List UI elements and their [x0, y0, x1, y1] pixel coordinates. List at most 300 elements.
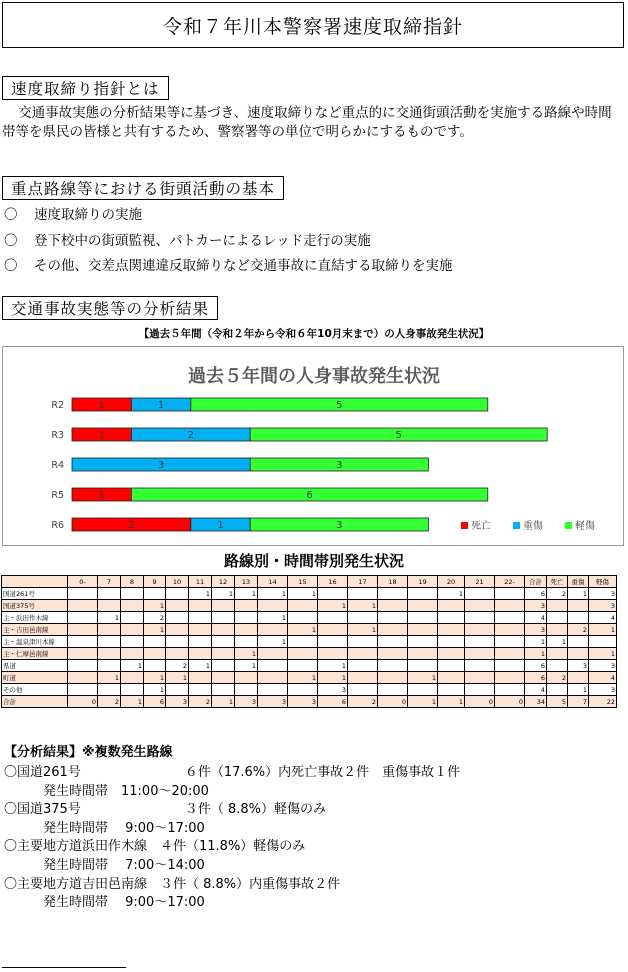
- table-cell: 15: [288, 576, 318, 588]
- table-cell: 1: [438, 696, 465, 708]
- table-cell: 1: [144, 684, 166, 696]
- table-row: [2, 684, 617, 696]
- analysis-time-line: 発生時間帯 7:00〜14:00: [4, 858, 205, 873]
- analysis-route-line: 〇主要地方道吉田邑南線 ３件（ 8.8%）内重傷事故２件: [4, 876, 341, 892]
- table-cell: [121, 612, 144, 624]
- table-cell: [166, 636, 189, 648]
- table-cell: [495, 684, 525, 696]
- table-cell: [495, 660, 525, 672]
- table-cell: 18: [378, 576, 408, 588]
- table-cell: [495, 588, 525, 600]
- chart-title: 過去５年間の人身事故発生状況: [188, 366, 440, 387]
- table-cell: 1: [235, 648, 258, 660]
- table-cell: 3: [318, 684, 348, 696]
- table-cell: [258, 648, 288, 660]
- table-row: [2, 660, 617, 672]
- chart-data-label: 2: [128, 520, 135, 531]
- chart-category-label: R6: [51, 520, 64, 531]
- table-cell: [378, 588, 408, 600]
- table-cell: 12: [212, 576, 235, 588]
- table-cell: [408, 648, 438, 660]
- table-cell: 3: [525, 600, 547, 612]
- table-cell: [288, 648, 318, 660]
- table-cell: [465, 600, 495, 612]
- table-cell: 22-: [495, 576, 525, 588]
- table-cell: 1: [408, 696, 438, 708]
- table-cell: 0: [378, 696, 408, 708]
- table-cell: [235, 612, 258, 624]
- table-cell: [465, 636, 495, 648]
- table-cell: 7: [568, 696, 589, 708]
- table-row: [2, 600, 617, 612]
- route-time-table: [1, 575, 617, 708]
- table-cell: [348, 660, 378, 672]
- table-row-label: 主・浜田作木線: [2, 612, 68, 624]
- section-heading-analysis: 交通事故実態等の分析結果: [2, 296, 218, 320]
- table-cell: [212, 636, 235, 648]
- table-cell: [288, 600, 318, 612]
- table-cell: 1: [212, 588, 235, 600]
- circle-bullet-icon: 〇: [4, 207, 18, 223]
- analysis-time-line: 発生時間帯 9:00〜17:00: [4, 820, 205, 836]
- table-cell: [68, 612, 98, 624]
- table-cell: [288, 612, 318, 624]
- table-cell: [166, 612, 189, 624]
- table-cell: [438, 612, 465, 624]
- table-row: [2, 648, 617, 660]
- table-cell: [189, 648, 212, 660]
- table-cell: [438, 600, 465, 612]
- table-cell: [189, 672, 212, 684]
- table-cell: 22: [589, 696, 617, 708]
- chart-data-label: 2: [187, 430, 194, 441]
- table-cell: 6: [318, 696, 348, 708]
- table-cell: [166, 684, 189, 696]
- table-cell: [68, 648, 98, 660]
- table-cell: [189, 600, 212, 612]
- table-cell: 1: [525, 648, 547, 660]
- table-cell: [68, 588, 98, 600]
- table-row: [2, 588, 617, 600]
- legend-label: 死亡: [471, 521, 491, 532]
- table-cell: [166, 648, 189, 660]
- table-cell: [348, 588, 378, 600]
- table-cell: 1: [258, 636, 288, 648]
- table-row-label: [2, 576, 68, 588]
- table-cell: [235, 624, 258, 636]
- table-cell: [547, 648, 568, 660]
- table-cell: [568, 612, 589, 624]
- table-cell: [258, 684, 288, 696]
- table-cell: [378, 684, 408, 696]
- table-cell: 3: [589, 684, 617, 696]
- table-cell: 11: [189, 576, 212, 588]
- table-cell: [408, 660, 438, 672]
- table-cell: [212, 624, 235, 636]
- table-cell: [408, 624, 438, 636]
- table-cell: 死亡: [547, 576, 568, 588]
- table-cell: [68, 684, 98, 696]
- table-cell: 3: [568, 660, 589, 672]
- table-cell: 4: [589, 672, 617, 684]
- table-row-label: その他: [2, 684, 68, 696]
- table-cell: [568, 672, 589, 684]
- analysis-route-line: 〇国道261号 ６件（17.6%）内死亡事故２件 重傷事故１件: [4, 765, 461, 780]
- table-cell: [495, 672, 525, 684]
- table-cell: 4: [525, 612, 547, 624]
- table-row-label: 国道261号: [2, 588, 68, 600]
- page-title: 令和７年川本警察署速度取締指針: [2, 2, 624, 48]
- table-cell: [438, 648, 465, 660]
- table-cell: [98, 624, 121, 636]
- table-cell: [212, 684, 235, 696]
- table-total-row: [2, 696, 617, 708]
- table-cell: [568, 600, 589, 612]
- table-row-label: 県道: [2, 660, 68, 672]
- legend-swatch: [565, 522, 572, 529]
- table-cell: [235, 600, 258, 612]
- table-cell: [189, 624, 212, 636]
- table-cell: [438, 624, 465, 636]
- chart-data-label: 1: [98, 490, 105, 501]
- table-cell: [547, 600, 568, 612]
- table-cell: 3: [525, 624, 547, 636]
- table-cell: 13: [235, 576, 258, 588]
- table-cell: [495, 600, 525, 612]
- chart-data-label: 5: [395, 430, 402, 441]
- table-cell: [235, 672, 258, 684]
- table-cell: 6: [525, 588, 547, 600]
- table-cell: [144, 588, 166, 600]
- table-cell: 0: [68, 696, 98, 708]
- table-cell: 3: [235, 696, 258, 708]
- table-cell: [438, 660, 465, 672]
- table-cell: [235, 684, 258, 696]
- table-cell: 16: [318, 576, 348, 588]
- legend-swatch: [461, 522, 468, 529]
- table-cell: [189, 636, 212, 648]
- table-cell: [495, 624, 525, 636]
- table-cell: 1: [98, 612, 121, 624]
- table-cell: 4: [589, 612, 617, 624]
- table-cell: [465, 612, 495, 624]
- table-title: 路線別・時間帯別発生状況: [223, 552, 404, 570]
- table-cell: 1: [318, 660, 348, 672]
- table-cell: 1: [212, 696, 235, 708]
- table-cell: 8: [121, 576, 144, 588]
- table-cell: [121, 600, 144, 612]
- table-cell: 3: [288, 696, 318, 708]
- table-row: [2, 612, 617, 624]
- table-cell: [68, 636, 98, 648]
- table-cell: [212, 648, 235, 660]
- table-cell: 1: [189, 660, 212, 672]
- table-cell: 合計: [525, 576, 547, 588]
- table-row-label: 主・温泉津川本線: [2, 636, 68, 648]
- table-cell: [465, 684, 495, 696]
- table-cell: [98, 636, 121, 648]
- table-cell: [495, 636, 525, 648]
- table-row-label: 合計: [2, 696, 68, 708]
- table-cell: [568, 636, 589, 648]
- table-cell: [98, 648, 121, 660]
- table-cell: [68, 672, 98, 684]
- chart-data-label: 1: [98, 430, 105, 441]
- table-cell: [258, 672, 288, 684]
- table-cell: [348, 672, 378, 684]
- table-cell: [144, 648, 166, 660]
- chart-caption: 【過去５年間（令和２年から令和６年10月末まで）の人身事故発生状況】: [138, 328, 490, 340]
- table-row: [2, 624, 617, 636]
- chart-data-label: 1: [98, 400, 105, 411]
- table-cell: [348, 612, 378, 624]
- table-cell: 21: [465, 576, 495, 588]
- chart-data-label: 5: [336, 400, 343, 411]
- table-cell: [144, 660, 166, 672]
- table-cell: [438, 684, 465, 696]
- chart-data-label: 3: [157, 460, 165, 471]
- table-cell: 0: [465, 696, 495, 708]
- table-cell: 1: [98, 672, 121, 684]
- footnote-divider: [2, 967, 126, 968]
- chart-category-label: R2: [51, 400, 64, 411]
- table-cell: [212, 612, 235, 624]
- table-cell: 1: [235, 660, 258, 672]
- table-cell: [465, 648, 495, 660]
- table-cell: [465, 672, 495, 684]
- analysis-route-line: 〇国道375号 ３件（ 8.8%）軽傷のみ: [4, 802, 326, 818]
- table-cell: 3: [589, 600, 617, 612]
- table-cell: [121, 636, 144, 648]
- table-cell: 1: [235, 588, 258, 600]
- table-cell: 1: [288, 672, 318, 684]
- table-cell: [378, 612, 408, 624]
- table-cell: [258, 624, 288, 636]
- table-cell: [258, 660, 288, 672]
- chart-category-label: R5: [51, 490, 64, 501]
- table-cell: [98, 600, 121, 612]
- table-cell: 1: [408, 672, 438, 684]
- table-cell: 1: [568, 588, 589, 600]
- table-cell: [212, 600, 235, 612]
- table-cell: [318, 588, 348, 600]
- table-header-row: [2, 576, 617, 588]
- legend-label: 重傷: [523, 521, 543, 532]
- table-cell: [438, 672, 465, 684]
- analysis-heading: 【分析結果】※複数発生路線: [4, 745, 173, 760]
- table-cell: 2: [348, 696, 378, 708]
- table-cell: 1: [144, 624, 166, 636]
- table-row-label: 国道375号: [2, 600, 68, 612]
- table-cell: [121, 624, 144, 636]
- chart-data-label: 1: [217, 520, 224, 531]
- chart-data-label: 3: [336, 520, 343, 531]
- table-cell: 軽傷: [589, 576, 617, 588]
- table-cell: 3: [589, 588, 617, 600]
- table-cell: [144, 636, 166, 648]
- table-cell: 1: [318, 600, 348, 612]
- table-cell: 1: [121, 660, 144, 672]
- analysis-route-line: 〇主要地方道浜田作木線 ４件（11.8%）軽傷のみ: [4, 839, 306, 855]
- table-cell: 20: [438, 576, 465, 588]
- table-cell: 1: [258, 588, 288, 600]
- table-cell: [495, 612, 525, 624]
- table-cell: 10: [166, 576, 189, 588]
- table-cell: 17: [348, 576, 378, 588]
- table-cell: [318, 648, 348, 660]
- circle-bullet-icon: 〇: [4, 258, 18, 274]
- table-cell: [318, 612, 348, 624]
- table-cell: [408, 636, 438, 648]
- table-cell: [121, 672, 144, 684]
- table-cell: [378, 624, 408, 636]
- table-cell: [547, 684, 568, 696]
- table-cell: 0: [495, 696, 525, 708]
- table-cell: [568, 648, 589, 660]
- table-cell: [408, 588, 438, 600]
- table-cell: [288, 660, 318, 672]
- table-row: [2, 636, 617, 648]
- table-cell: 1: [166, 672, 189, 684]
- table-cell: 1: [589, 648, 617, 660]
- table-cell: 7: [98, 576, 121, 588]
- table-cell: [348, 636, 378, 648]
- table-cell: 3: [589, 660, 617, 672]
- table-cell: 2: [98, 696, 121, 708]
- table-cell: 1: [189, 588, 212, 600]
- table-cell: [121, 588, 144, 600]
- table-cell: 1: [589, 624, 617, 636]
- table-cell: [318, 636, 348, 648]
- table-cell: [348, 684, 378, 696]
- table-cell: 1: [121, 696, 144, 708]
- table-cell: 6: [525, 672, 547, 684]
- table-cell: [166, 600, 189, 612]
- table-cell: 6: [144, 696, 166, 708]
- table-cell: [378, 600, 408, 612]
- table-cell: [235, 636, 258, 648]
- basics-item-1: 〇 速度取締りの実施: [4, 207, 142, 223]
- basics-item-3: 〇 その他、交差点関連違反取締りなど交通事故に直結する取締りを実施: [4, 258, 453, 274]
- table-cell: [408, 600, 438, 612]
- table-cell: 1: [525, 636, 547, 648]
- table-cell: 1: [438, 588, 465, 600]
- table-cell: 1: [348, 624, 378, 636]
- circle-bullet-icon: 〇: [4, 233, 18, 249]
- table-cell: [465, 660, 495, 672]
- table-cell: 1: [547, 636, 568, 648]
- table-cell: 1: [568, 684, 589, 696]
- section-heading-basics: 重点路線等における街頭活動の基本: [2, 176, 284, 200]
- table-cell: [166, 624, 189, 636]
- table-cell: 2: [568, 624, 589, 636]
- table-cell: [408, 612, 438, 624]
- table-cell: [288, 684, 318, 696]
- section-heading-about: 速度取締り指針とは: [2, 76, 169, 100]
- table-row-label: 町道: [2, 672, 68, 684]
- chart-data-label: 1: [157, 400, 165, 411]
- table-cell: 3: [258, 696, 288, 708]
- table-cell: [547, 612, 568, 624]
- table-cell: 6: [525, 660, 547, 672]
- table-cell: 1: [258, 612, 288, 624]
- table-cell: [378, 636, 408, 648]
- table-cell: [68, 624, 98, 636]
- table-cell: [438, 636, 465, 648]
- table-cell: [98, 588, 121, 600]
- table-cell: 2: [189, 696, 212, 708]
- table-cell: [495, 648, 525, 660]
- table-cell: 3: [166, 696, 189, 708]
- table-cell: [98, 684, 121, 696]
- table-cell: [547, 624, 568, 636]
- analysis-time-line: 発生時間帯 11:00〜20:00: [4, 783, 209, 799]
- table-cell: [378, 660, 408, 672]
- table-cell: 5: [547, 696, 568, 708]
- basics-item-2: 〇 登下校中の街頭監視、パトカーによるレッド走行の実施: [4, 233, 371, 249]
- table-cell: 4: [525, 684, 547, 696]
- table-row-label: 主・吉田邑南線: [2, 624, 68, 636]
- table-cell: 0-: [68, 576, 98, 588]
- table-cell: 9: [144, 576, 166, 588]
- table-cell: [547, 660, 568, 672]
- table-cell: [121, 648, 144, 660]
- table-cell: [189, 684, 212, 696]
- chart-data-label: 3: [336, 460, 343, 471]
- table-cell: [348, 648, 378, 660]
- table-cell: [378, 672, 408, 684]
- table-cell: [189, 612, 212, 624]
- table-cell: [98, 660, 121, 672]
- table-cell: [212, 660, 235, 672]
- table-cell: 1: [144, 672, 166, 684]
- legend-swatch: [513, 522, 520, 529]
- chart-category-label: R4: [51, 460, 64, 471]
- chart-category-label: R3: [51, 430, 64, 441]
- legend-label: 軽傷: [575, 521, 595, 532]
- table-cell: 1: [288, 588, 318, 600]
- table-cell: 2: [547, 672, 568, 684]
- table-cell: [288, 636, 318, 648]
- table-cell: 34: [525, 696, 547, 708]
- table-cell: [318, 624, 348, 636]
- table-cell: 19: [408, 576, 438, 588]
- table-cell: 1: [288, 624, 318, 636]
- table-cell: 14: [258, 576, 288, 588]
- analysis-time-line: 発生時間帯 9:00〜17:00: [4, 895, 205, 911]
- table-row: [2, 672, 617, 684]
- chart-data-label: 6: [306, 490, 313, 501]
- table-cell: 2: [547, 588, 568, 600]
- table-cell: [378, 648, 408, 660]
- table-cell: [212, 672, 235, 684]
- table-cell: [589, 636, 617, 648]
- table-cell: 2: [144, 612, 166, 624]
- table-cell: 重傷: [568, 576, 589, 588]
- table-cell: 1: [144, 600, 166, 612]
- table-cell: [68, 660, 98, 672]
- table-cell: 1: [318, 672, 348, 684]
- table-cell: [121, 684, 144, 696]
- table-cell: [258, 600, 288, 612]
- table-cell: [68, 600, 98, 612]
- table-row-label: 主・仁摩邑南線: [2, 648, 68, 660]
- table-cell: [408, 684, 438, 696]
- about-paragraph: 交通事故実態の分析結果等に基づき、速度取締りなど重点的に交通街頭活動を実施する路線や時間帯等を県民の皆様と共有するため、警察署等の単位で明らかにするものです。: [2, 105, 612, 140]
- table-cell: 1: [348, 600, 378, 612]
- table-cell: [465, 588, 495, 600]
- table-cell: 2: [166, 660, 189, 672]
